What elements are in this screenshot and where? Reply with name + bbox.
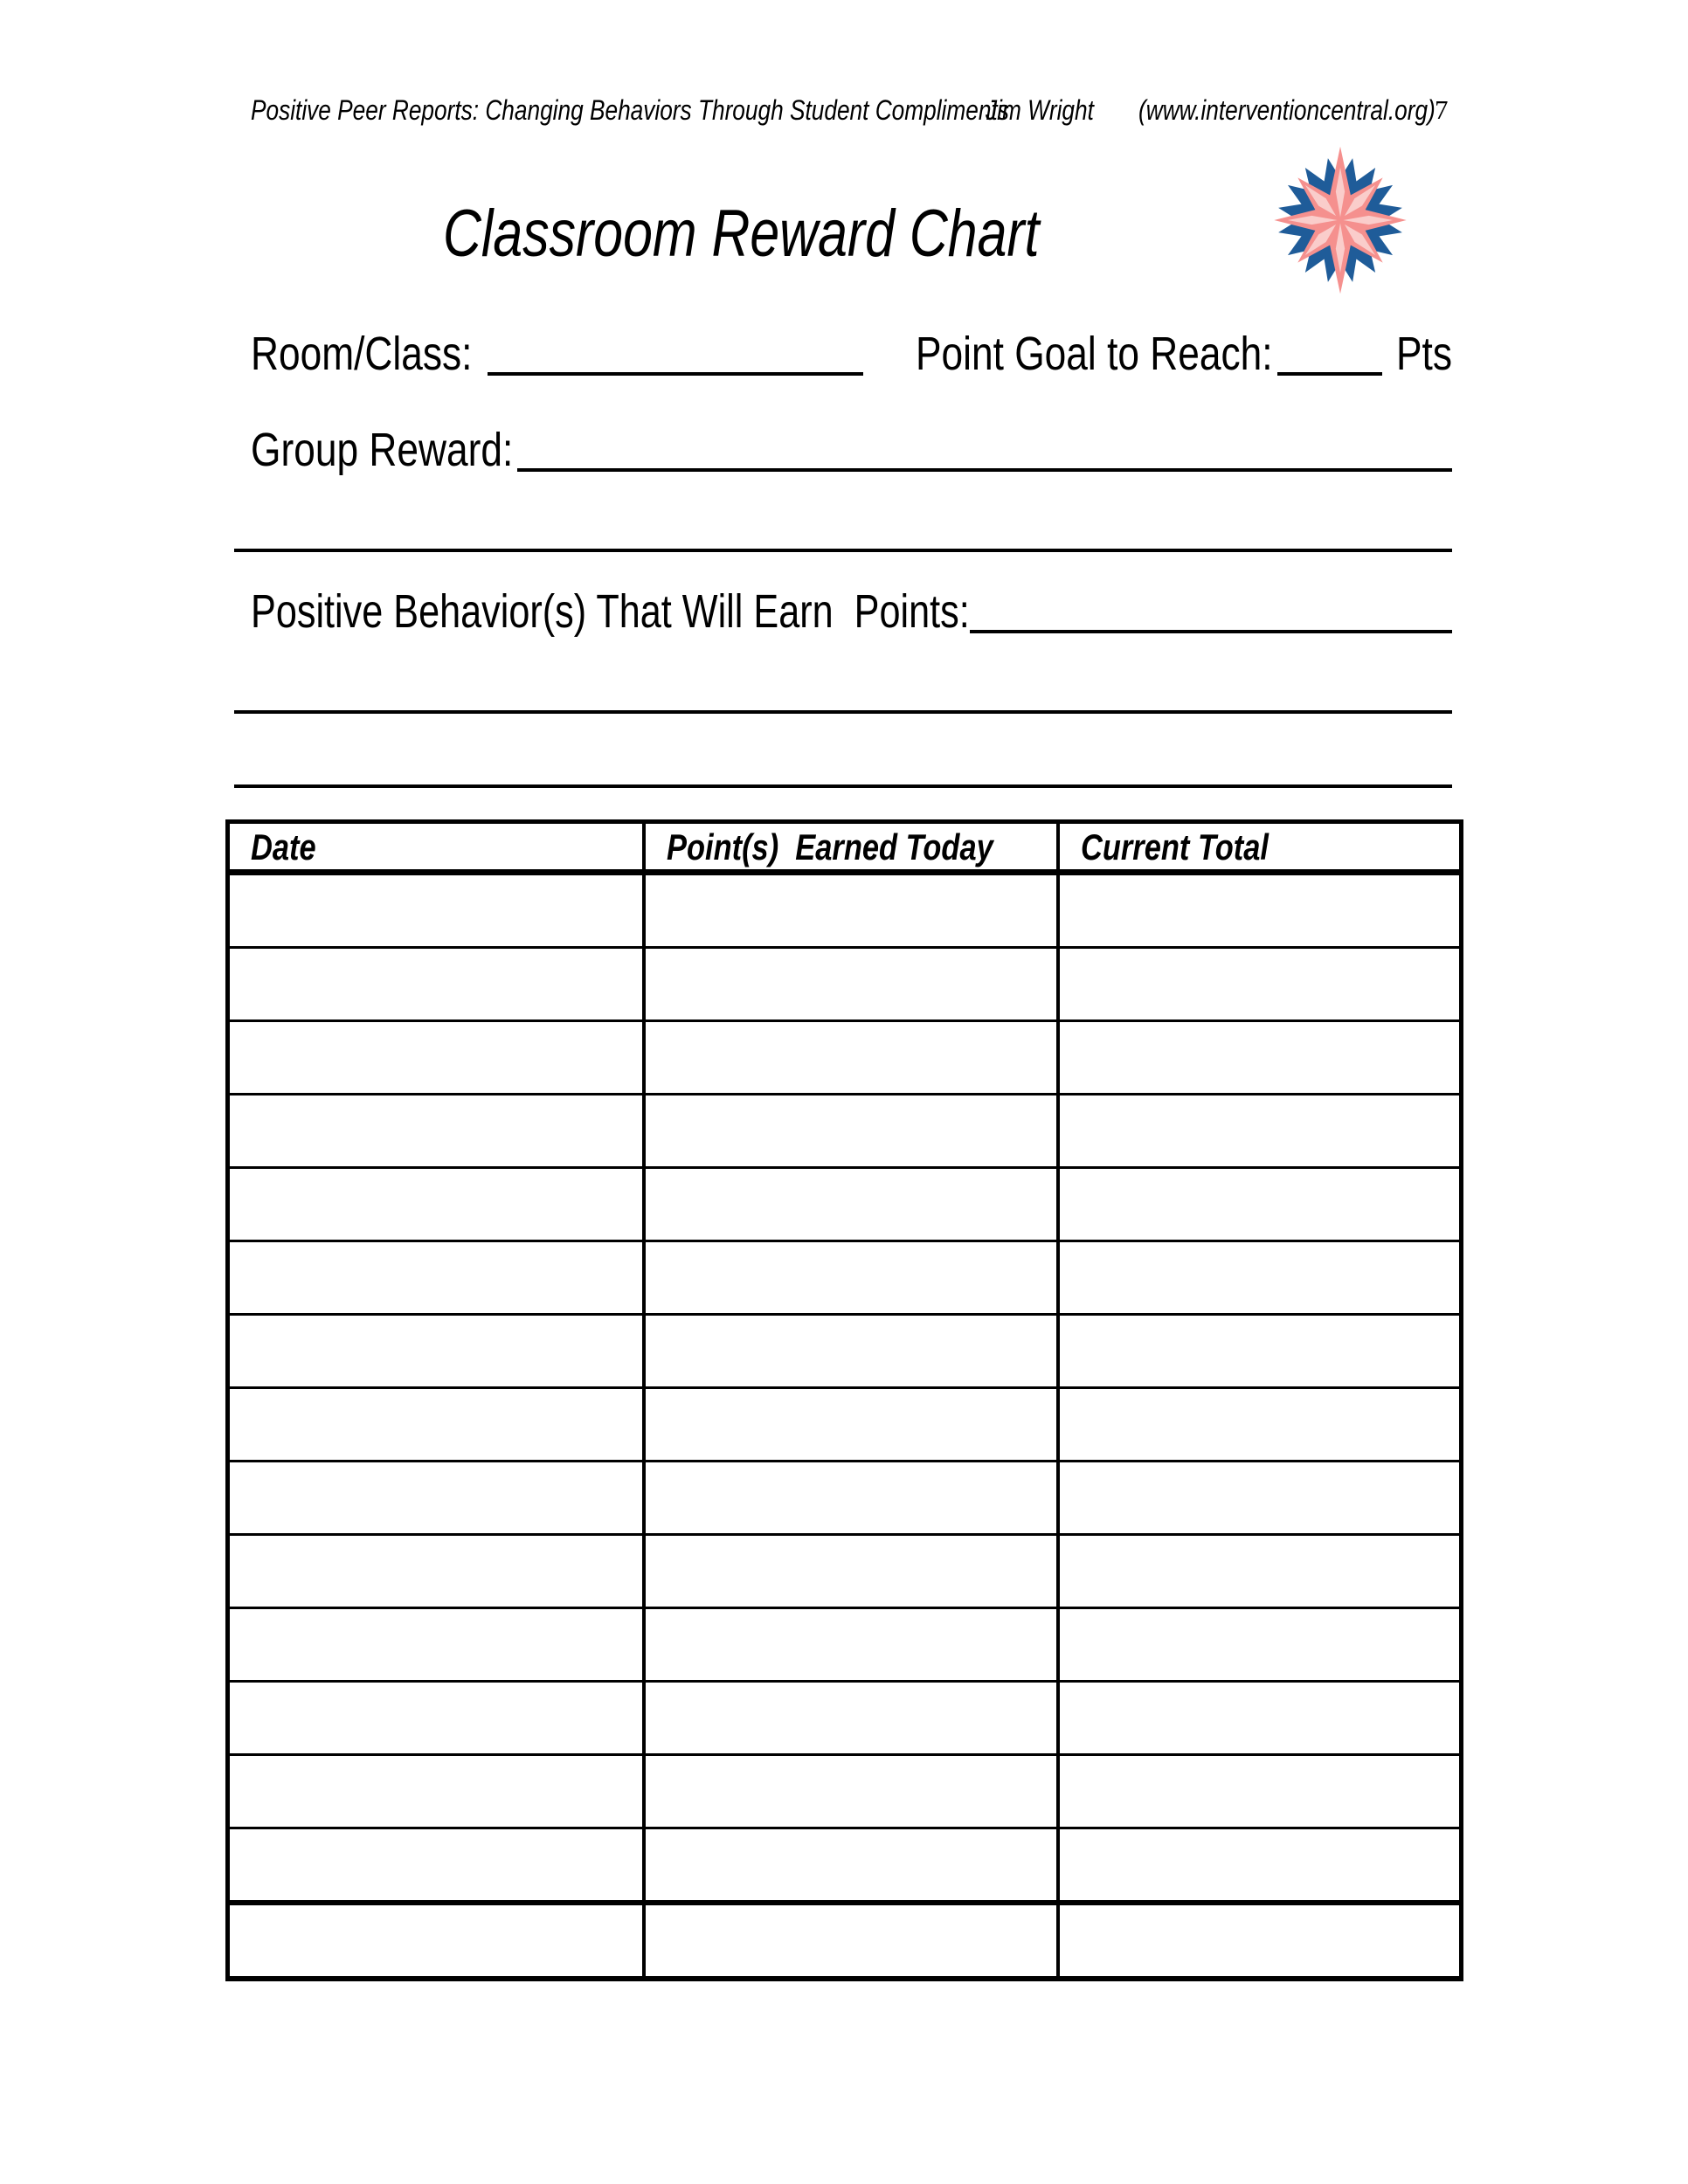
- column-header-date: Date: [228, 822, 644, 873]
- table-cell: [1058, 1388, 1462, 1462]
- table-cell: [644, 1755, 1058, 1828]
- table-row: [228, 1682, 1462, 1755]
- group-reward-row: [0, 422, 1688, 478]
- table-cell: [228, 948, 644, 1021]
- starburst-icon: [1265, 145, 1415, 295]
- table-cell: [644, 1903, 1058, 1979]
- reward-table-body: [228, 873, 1462, 1980]
- website-text: (www.interventioncentral.org): [1138, 94, 1435, 126]
- table-row: [228, 948, 1462, 1021]
- group-reward-blank: [517, 422, 1452, 472]
- column-header-current-total: Current Total: [1058, 822, 1462, 873]
- page-number: 7: [1435, 94, 1449, 125]
- reward-table-container: [225, 819, 1463, 1981]
- table-cell: [644, 1095, 1058, 1168]
- positive-behaviors-label: Positive Behavior(s) That Will Earn Points:: [251, 585, 970, 638]
- table-cell: [1058, 1315, 1462, 1388]
- pts-suffix: Pts: [1396, 328, 1452, 380]
- table-row: [228, 1462, 1462, 1535]
- table-cell: [228, 873, 644, 948]
- table-cell: [228, 1241, 644, 1315]
- table-cell: [644, 1462, 1058, 1535]
- table-row: [228, 1315, 1462, 1388]
- table-cell: [1058, 1755, 1462, 1828]
- table-cell: [228, 1535, 644, 1608]
- behaviors-continuation-line-2: [234, 784, 1452, 788]
- table-row: [228, 1903, 1462, 1979]
- point-goal-label: Point Goal to Reach:: [916, 328, 1273, 380]
- group-reward-continuation-line: [234, 549, 1452, 552]
- table-row: [228, 1095, 1462, 1168]
- table-row: [228, 1388, 1462, 1462]
- table-cell: [1058, 1608, 1462, 1682]
- author-text: Jim Wright: [986, 94, 1094, 126]
- table-header-row: [228, 822, 1462, 873]
- table-cell: [228, 1021, 644, 1095]
- table-cell: [644, 1535, 1058, 1608]
- table-cell: [644, 1241, 1058, 1315]
- table-cell: [644, 873, 1058, 948]
- table-cell: [1058, 1462, 1462, 1535]
- table-cell: [1058, 1168, 1462, 1241]
- table-row: [228, 873, 1462, 948]
- table-cell: [228, 1828, 644, 1904]
- page-title: Classroom Reward Chart: [443, 197, 1040, 271]
- room-class-row: [0, 326, 1688, 382]
- table-cell: [644, 1168, 1058, 1241]
- group-reward-label: Group Reward:: [251, 424, 514, 476]
- positive-behaviors-row: [0, 584, 1688, 639]
- table-row: [228, 1168, 1462, 1241]
- table-cell: [228, 1315, 644, 1388]
- table-cell: [228, 1462, 644, 1535]
- table-cell: [228, 1903, 644, 1979]
- table-cell: [644, 1828, 1058, 1904]
- page-running-header: [0, 93, 1688, 128]
- table-cell: [644, 948, 1058, 1021]
- table-cell: [1058, 1241, 1462, 1315]
- behaviors-continuation-line-1: [234, 710, 1452, 714]
- table-cell: [1058, 1682, 1462, 1755]
- table-cell: [1058, 1535, 1462, 1608]
- table-cell: [644, 1021, 1058, 1095]
- table-cell: [228, 1682, 644, 1755]
- document-title-text: Positive Peer Reports: Changing Behaviors Through Student Compliments: [251, 94, 1009, 126]
- table-cell: [228, 1095, 644, 1168]
- table-cell: [644, 1388, 1058, 1462]
- table-cell: [1058, 1903, 1462, 1979]
- table-cell: [228, 1608, 644, 1682]
- table-row: [228, 1608, 1462, 1682]
- table-row: [228, 1755, 1462, 1828]
- table-cell: [228, 1755, 644, 1828]
- table-cell: [1058, 1021, 1462, 1095]
- room-class-label: Room/Class:: [251, 328, 473, 380]
- table-cell: [228, 1168, 644, 1241]
- point-goal-blank: [1277, 326, 1382, 376]
- positive-behaviors-blank: [970, 584, 1452, 633]
- column-header-points-earned: Point(s) Earned Today: [644, 822, 1058, 873]
- room-class-blank: [488, 326, 863, 376]
- table-cell: [644, 1315, 1058, 1388]
- table-cell: [1058, 873, 1462, 948]
- table-cell: [1058, 948, 1462, 1021]
- table-cell: [228, 1388, 644, 1462]
- table-cell: [644, 1608, 1058, 1682]
- table-cell: [644, 1682, 1058, 1755]
- table-row: [228, 1828, 1462, 1904]
- table-row: [228, 1241, 1462, 1315]
- table-row: [228, 1021, 1462, 1095]
- table-cell: [1058, 1828, 1462, 1904]
- reward-table: [225, 819, 1463, 1981]
- table-cell: [1058, 1095, 1462, 1168]
- table-row: [228, 1535, 1462, 1608]
